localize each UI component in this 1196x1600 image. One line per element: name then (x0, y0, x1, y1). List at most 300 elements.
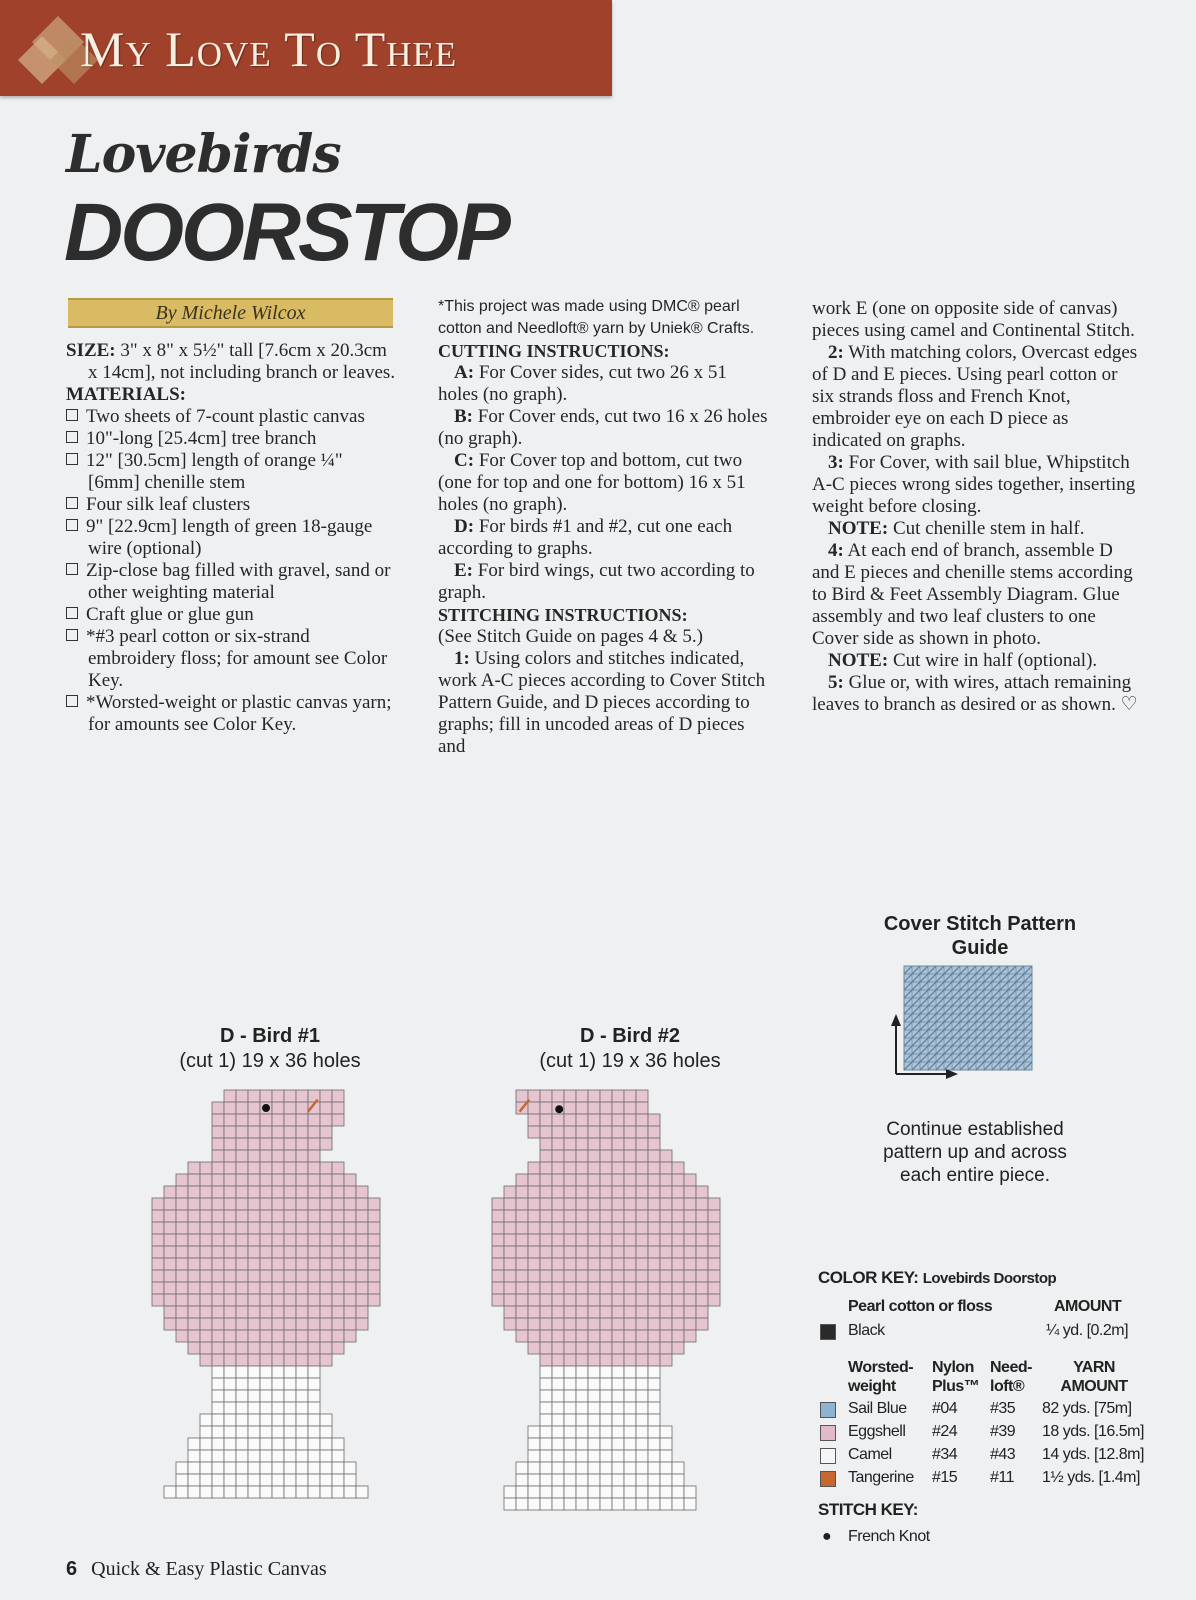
graph-cell (356, 1486, 368, 1498)
graph-cell (224, 1486, 236, 1498)
graph-cell (344, 1234, 356, 1246)
graph-cell (648, 1126, 660, 1138)
graph-cell (576, 1354, 588, 1366)
checkbox-icon (66, 409, 78, 421)
graph-cell (588, 1354, 600, 1366)
graph-cell (648, 1438, 660, 1450)
title-doorstop: DOORSTOP (64, 187, 508, 278)
graph-cell (576, 1306, 588, 1318)
graph-cell (612, 1198, 624, 1210)
graph-cell (552, 1282, 564, 1294)
graph-cell (588, 1330, 600, 1342)
graph-cell (224, 1342, 236, 1354)
graph-cell (636, 1246, 648, 1258)
graph-cell (576, 1282, 588, 1294)
graph-cell (284, 1270, 296, 1282)
graph-cell (176, 1198, 188, 1210)
graph-cell (696, 1222, 708, 1234)
graph-cell (672, 1258, 684, 1270)
graph-cell (236, 1102, 248, 1114)
graph-cell (588, 1258, 600, 1270)
swatch-camel (820, 1448, 836, 1464)
material-item: 12" [30.5cm] length of orange ¼" [6mm] chenille stem (66, 450, 396, 494)
graph-cell (308, 1366, 320, 1378)
graph-cell (260, 1330, 272, 1342)
graph-cell (224, 1174, 236, 1186)
graph-cell (528, 1342, 540, 1354)
cutting-step: E: For bird wings, cut two according to graph. (438, 560, 755, 603)
graph-cell (612, 1414, 624, 1426)
graph-cell (332, 1114, 344, 1126)
graph-cell (660, 1330, 672, 1342)
graph-cell (612, 1486, 624, 1498)
graph-cell (320, 1174, 332, 1186)
graph-cell (564, 1378, 576, 1390)
graph-cell (624, 1162, 636, 1174)
graph-cell (320, 1126, 332, 1138)
graph-cell (564, 1282, 576, 1294)
graph-cell (612, 1186, 624, 1198)
graph-cell (600, 1138, 612, 1150)
graph-cell (660, 1426, 672, 1438)
graph-cell (588, 1318, 600, 1330)
graph-cell (624, 1258, 636, 1270)
graph-cell (564, 1306, 576, 1318)
graph-cell (684, 1234, 696, 1246)
graph-cell (212, 1474, 224, 1486)
graph-cell (272, 1450, 284, 1462)
graph-cell (708, 1258, 720, 1270)
graph-cell (684, 1486, 696, 1498)
key-needloft: #39 (990, 1423, 1016, 1440)
graph-cell (272, 1366, 284, 1378)
graph-cell (212, 1426, 224, 1438)
graph-cell (272, 1390, 284, 1402)
graph-cell (164, 1198, 176, 1210)
graph-cell (648, 1426, 660, 1438)
graph-cell (612, 1402, 624, 1414)
graph-cell (612, 1426, 624, 1438)
graph-cell (612, 1126, 624, 1138)
graph-cell (708, 1270, 720, 1282)
graph-cell (636, 1114, 648, 1126)
graph-cell (188, 1234, 200, 1246)
graph-cell (320, 1438, 332, 1450)
graph-cell (564, 1186, 576, 1198)
graph-cell (516, 1462, 528, 1474)
graph-cell (344, 1318, 356, 1330)
material-item: 10"-long [25.4cm] tree branch (66, 428, 396, 450)
graph-cell (528, 1486, 540, 1498)
graph-cell (588, 1186, 600, 1198)
graph-cell (612, 1474, 624, 1486)
graph-cell (248, 1342, 260, 1354)
graph-cell (260, 1150, 272, 1162)
graph-cell (356, 1258, 368, 1270)
graph-cell (624, 1342, 636, 1354)
graph-cell (320, 1474, 332, 1486)
graph-cell (600, 1258, 612, 1270)
graph-cell (576, 1246, 588, 1258)
graph-cell (540, 1150, 552, 1162)
graph-cell (320, 1186, 332, 1198)
materials-label: MATERIALS: (66, 384, 186, 405)
graph-cell (624, 1486, 636, 1498)
graph-cell (176, 1486, 188, 1498)
graph-cell (540, 1486, 552, 1498)
graph-cell (600, 1294, 612, 1306)
graph-cell (576, 1342, 588, 1354)
graph-cell (212, 1390, 224, 1402)
graph-cell (248, 1150, 260, 1162)
graph-cell (200, 1450, 212, 1462)
graph-cell (248, 1222, 260, 1234)
graph-cell (516, 1486, 528, 1498)
graph-cell (212, 1450, 224, 1462)
graph-cell (636, 1162, 648, 1174)
graph-cell (540, 1294, 552, 1306)
graph-cell (540, 1426, 552, 1438)
graph-cell (624, 1438, 636, 1450)
graph-cell (308, 1210, 320, 1222)
graph-cell (636, 1186, 648, 1198)
graph-cell (588, 1450, 600, 1462)
graph-cell (272, 1234, 284, 1246)
graph-cell (224, 1450, 236, 1462)
graph-cell (624, 1234, 636, 1246)
swatch-sail-blue (820, 1402, 836, 1418)
graph-cell (272, 1090, 284, 1102)
graph-cell (200, 1294, 212, 1306)
graph-cell (296, 1198, 308, 1210)
graph-cell (152, 1222, 164, 1234)
graph-cell (332, 1306, 344, 1318)
graph-cell (552, 1222, 564, 1234)
graph-cell (248, 1438, 260, 1450)
graph-cell (672, 1198, 684, 1210)
checkbox-icon (66, 629, 78, 641)
graph-cell (272, 1294, 284, 1306)
graph-cell (600, 1414, 612, 1426)
graph-cell (188, 1198, 200, 1210)
graph-cell (188, 1210, 200, 1222)
graph-cell (260, 1354, 272, 1366)
graph-cell (636, 1090, 648, 1102)
graph-cell (164, 1234, 176, 1246)
graph-cell (188, 1162, 200, 1174)
stitching-step: 3: For Cover, with sail blue, Whipstitch A-C pieces wrong sides together, inserting weight before closing. (812, 452, 1136, 517)
graph-cell (296, 1366, 308, 1378)
graph-cell (176, 1270, 188, 1282)
graph-cell (212, 1258, 224, 1270)
key-amount: 18 yds. [16.5m] (1042, 1423, 1144, 1440)
graph-cell (552, 1390, 564, 1402)
checkbox-icon (66, 453, 78, 465)
graph-cell (236, 1174, 248, 1186)
graph-cell (224, 1294, 236, 1306)
graph-cell (344, 1474, 356, 1486)
graph-cell (224, 1414, 236, 1426)
graph-cell (588, 1306, 600, 1318)
graph-cell (588, 1402, 600, 1414)
graph-cell (624, 1426, 636, 1438)
graph-cell (308, 1414, 320, 1426)
graph-cell (152, 1282, 164, 1294)
graph-cell (588, 1474, 600, 1486)
graph-cell (672, 1486, 684, 1498)
graph-cell (672, 1474, 684, 1486)
graph-cell (540, 1414, 552, 1426)
stitching-note: (See Stitch Guide on pages 4 & 5.) (438, 626, 703, 647)
graph-cell (284, 1426, 296, 1438)
graph-cell (332, 1186, 344, 1198)
graph-cell (660, 1474, 672, 1486)
graph-cell (576, 1498, 588, 1510)
graph-cell (600, 1318, 612, 1330)
graph-cell (332, 1450, 344, 1462)
stitching-step: 5: Glue or, with wires, attach remaining leaves to branch as desired or as shown. ♡ (812, 672, 1138, 715)
graph-cell (588, 1210, 600, 1222)
graph-cell (332, 1246, 344, 1258)
graph-cell (212, 1342, 224, 1354)
graph-cell (636, 1222, 648, 1234)
graph-cell (552, 1486, 564, 1498)
graph-cell (648, 1270, 660, 1282)
graph-cell (540, 1114, 552, 1126)
graph-cell (212, 1354, 224, 1366)
publication-name: Quick & Easy Plastic Canvas (91, 1558, 327, 1580)
graph-cell (636, 1102, 648, 1114)
graph-cell (576, 1474, 588, 1486)
material-item: Two sheets of 7-count plastic canvas (66, 406, 396, 428)
graph-cell (224, 1390, 236, 1402)
graph-cell (332, 1342, 344, 1354)
graph-cell (320, 1234, 332, 1246)
graph-cell (272, 1426, 284, 1438)
graph-cell (320, 1138, 332, 1150)
cutting-step: D: For birds #1 and #2, cut one each according to graphs. (438, 516, 733, 559)
graph-cell (564, 1210, 576, 1222)
graph-cell (648, 1474, 660, 1486)
graph-cell (332, 1222, 344, 1234)
graph-cell (224, 1378, 236, 1390)
graph-cell (492, 1222, 504, 1234)
bird-2-graph (490, 1088, 730, 1548)
column-stitching (812, 298, 1142, 716)
graph-cell (540, 1378, 552, 1390)
graph-cell (540, 1270, 552, 1282)
graph-cell (308, 1186, 320, 1198)
graph-cell (248, 1294, 260, 1306)
graph-cell (564, 1222, 576, 1234)
graph-cell (588, 1102, 600, 1114)
graph-cell (696, 1198, 708, 1210)
title-lovebirds: Lovebirds (66, 124, 341, 185)
graph-cell (308, 1138, 320, 1150)
graph-cell (272, 1414, 284, 1426)
graph-cell (600, 1270, 612, 1282)
graph-cell (236, 1366, 248, 1378)
graph-cell (684, 1282, 696, 1294)
graph-cell (540, 1102, 552, 1114)
graph-cell (528, 1474, 540, 1486)
graph-cell (492, 1210, 504, 1222)
graph-cell (320, 1222, 332, 1234)
graph-cell (528, 1462, 540, 1474)
graph-cell (152, 1198, 164, 1210)
graph-cell (684, 1246, 696, 1258)
graph-cell (672, 1174, 684, 1186)
graph-cell (540, 1390, 552, 1402)
graph-cell (564, 1246, 576, 1258)
graph-cell (200, 1246, 212, 1258)
graph-cell (260, 1258, 272, 1270)
title-banner (0, 0, 612, 96)
graph-cell (564, 1198, 576, 1210)
graph-cell (188, 1306, 200, 1318)
graph-cell (224, 1426, 236, 1438)
graph-cell (356, 1246, 368, 1258)
graph-cell (272, 1378, 284, 1390)
graph-cell (540, 1090, 552, 1102)
stitching-note: NOTE: Cut chenille stem in half. (828, 518, 1085, 539)
credit-note: *This project was made using DMC® pearl cotton and Needloft® yarn by Uniek® Crafts. (438, 298, 755, 337)
graph-cell (284, 1210, 296, 1222)
graph-cell (600, 1198, 612, 1210)
graph-cell (540, 1318, 552, 1330)
graph-cell (612, 1138, 624, 1150)
graph-cell (368, 1198, 380, 1210)
graph-cell (612, 1438, 624, 1450)
graph-cell (320, 1258, 332, 1270)
graph-cell (260, 1342, 272, 1354)
graph-cell (564, 1258, 576, 1270)
graph-cell (344, 1270, 356, 1282)
graph-cell (260, 1126, 272, 1138)
stitching-heading: STITCHING INSTRUCTIONS: (438, 605, 688, 625)
cutting-step: B: For Cover ends, cut two 16 x 26 holes (no graph). (438, 406, 768, 449)
graph-cell (296, 1354, 308, 1366)
graph-cell (284, 1378, 296, 1390)
graph-cell (236, 1390, 248, 1402)
graph-cell (672, 1210, 684, 1222)
graph-cell (540, 1210, 552, 1222)
graph-cell (684, 1174, 696, 1186)
graph-cell (564, 1462, 576, 1474)
graph-cell (636, 1306, 648, 1318)
graph-cell (332, 1294, 344, 1306)
graph-cell (296, 1402, 308, 1414)
graph-cell (272, 1174, 284, 1186)
graph-cell (296, 1438, 308, 1450)
graph-cell (612, 1318, 624, 1330)
graph-cell (624, 1282, 636, 1294)
key-name: Sail Blue (848, 1400, 907, 1417)
graph-cell (516, 1210, 528, 1222)
graph-cell (696, 1306, 708, 1318)
graph-cell (272, 1306, 284, 1318)
graph-cell (260, 1114, 272, 1126)
graph-cell (284, 1294, 296, 1306)
graph-cell (684, 1210, 696, 1222)
graph-cell (308, 1246, 320, 1258)
graph-cell (708, 1234, 720, 1246)
graph-cell (224, 1354, 236, 1366)
graph-cell (588, 1438, 600, 1450)
graph-cell (516, 1186, 528, 1198)
graph-cell (660, 1462, 672, 1474)
graph-cell (648, 1174, 660, 1186)
graph-cell (176, 1318, 188, 1330)
graph-cell (344, 1198, 356, 1210)
graph-cell (308, 1462, 320, 1474)
graph-cell (296, 1210, 308, 1222)
graph-cell (200, 1318, 212, 1330)
graph-cell (648, 1138, 660, 1150)
graph-cell (248, 1246, 260, 1258)
graph-cell (624, 1186, 636, 1198)
graph-cell (552, 1186, 564, 1198)
stitching-step: 4: At each end of branch, assemble D and E pieces and chenille stems according to Bird & Feet Assembly Diagram. Glue assembly and two leaf clusters to one Cover side as shown in photo. (812, 540, 1133, 649)
graph-cell (284, 1198, 296, 1210)
checkbox-icon (66, 519, 78, 531)
graph-cell (588, 1174, 600, 1186)
graph-cell (320, 1306, 332, 1318)
graph-cell (672, 1270, 684, 1282)
checkbox-icon (66, 431, 78, 443)
graph-cell (636, 1282, 648, 1294)
graph-cell (648, 1186, 660, 1198)
graph-cell (356, 1306, 368, 1318)
graph-cell (296, 1330, 308, 1342)
graph-cell (356, 1210, 368, 1222)
graph-cell (576, 1426, 588, 1438)
graph-cell (200, 1210, 212, 1222)
graph-cell (624, 1138, 636, 1150)
graph-cell (648, 1354, 660, 1366)
graph-cell (576, 1366, 588, 1378)
graph-cell (528, 1258, 540, 1270)
graph-cell (552, 1402, 564, 1414)
graph-cell (564, 1426, 576, 1438)
graph-cell (320, 1426, 332, 1438)
graph-cell (648, 1114, 660, 1126)
graph-cell (188, 1450, 200, 1462)
graph-cell (588, 1114, 600, 1126)
graph-cell (368, 1258, 380, 1270)
graph-cell (600, 1114, 612, 1126)
graph-cell (660, 1258, 672, 1270)
graph-cell (320, 1270, 332, 1282)
graph-cell (212, 1402, 224, 1414)
graph-cell (600, 1402, 612, 1414)
graph-cell (200, 1438, 212, 1450)
graph-cell (272, 1186, 284, 1198)
key-amount: 1½ yds. [1.4m] (1042, 1469, 1140, 1486)
graph-cell (224, 1270, 236, 1282)
graph-cell (200, 1462, 212, 1474)
graph-cell (248, 1366, 260, 1378)
cutting-step: A: For Cover sides, cut two 26 x 51 holes (no graph). (438, 362, 727, 405)
graph-cell (660, 1450, 672, 1462)
key-nylon: #04 (932, 1400, 958, 1417)
graph-cell (648, 1414, 660, 1426)
graph-cell (284, 1246, 296, 1258)
graph-cell (636, 1378, 648, 1390)
graph-cell (272, 1342, 284, 1354)
graph-cell (224, 1090, 236, 1102)
graph-cell (504, 1210, 516, 1222)
